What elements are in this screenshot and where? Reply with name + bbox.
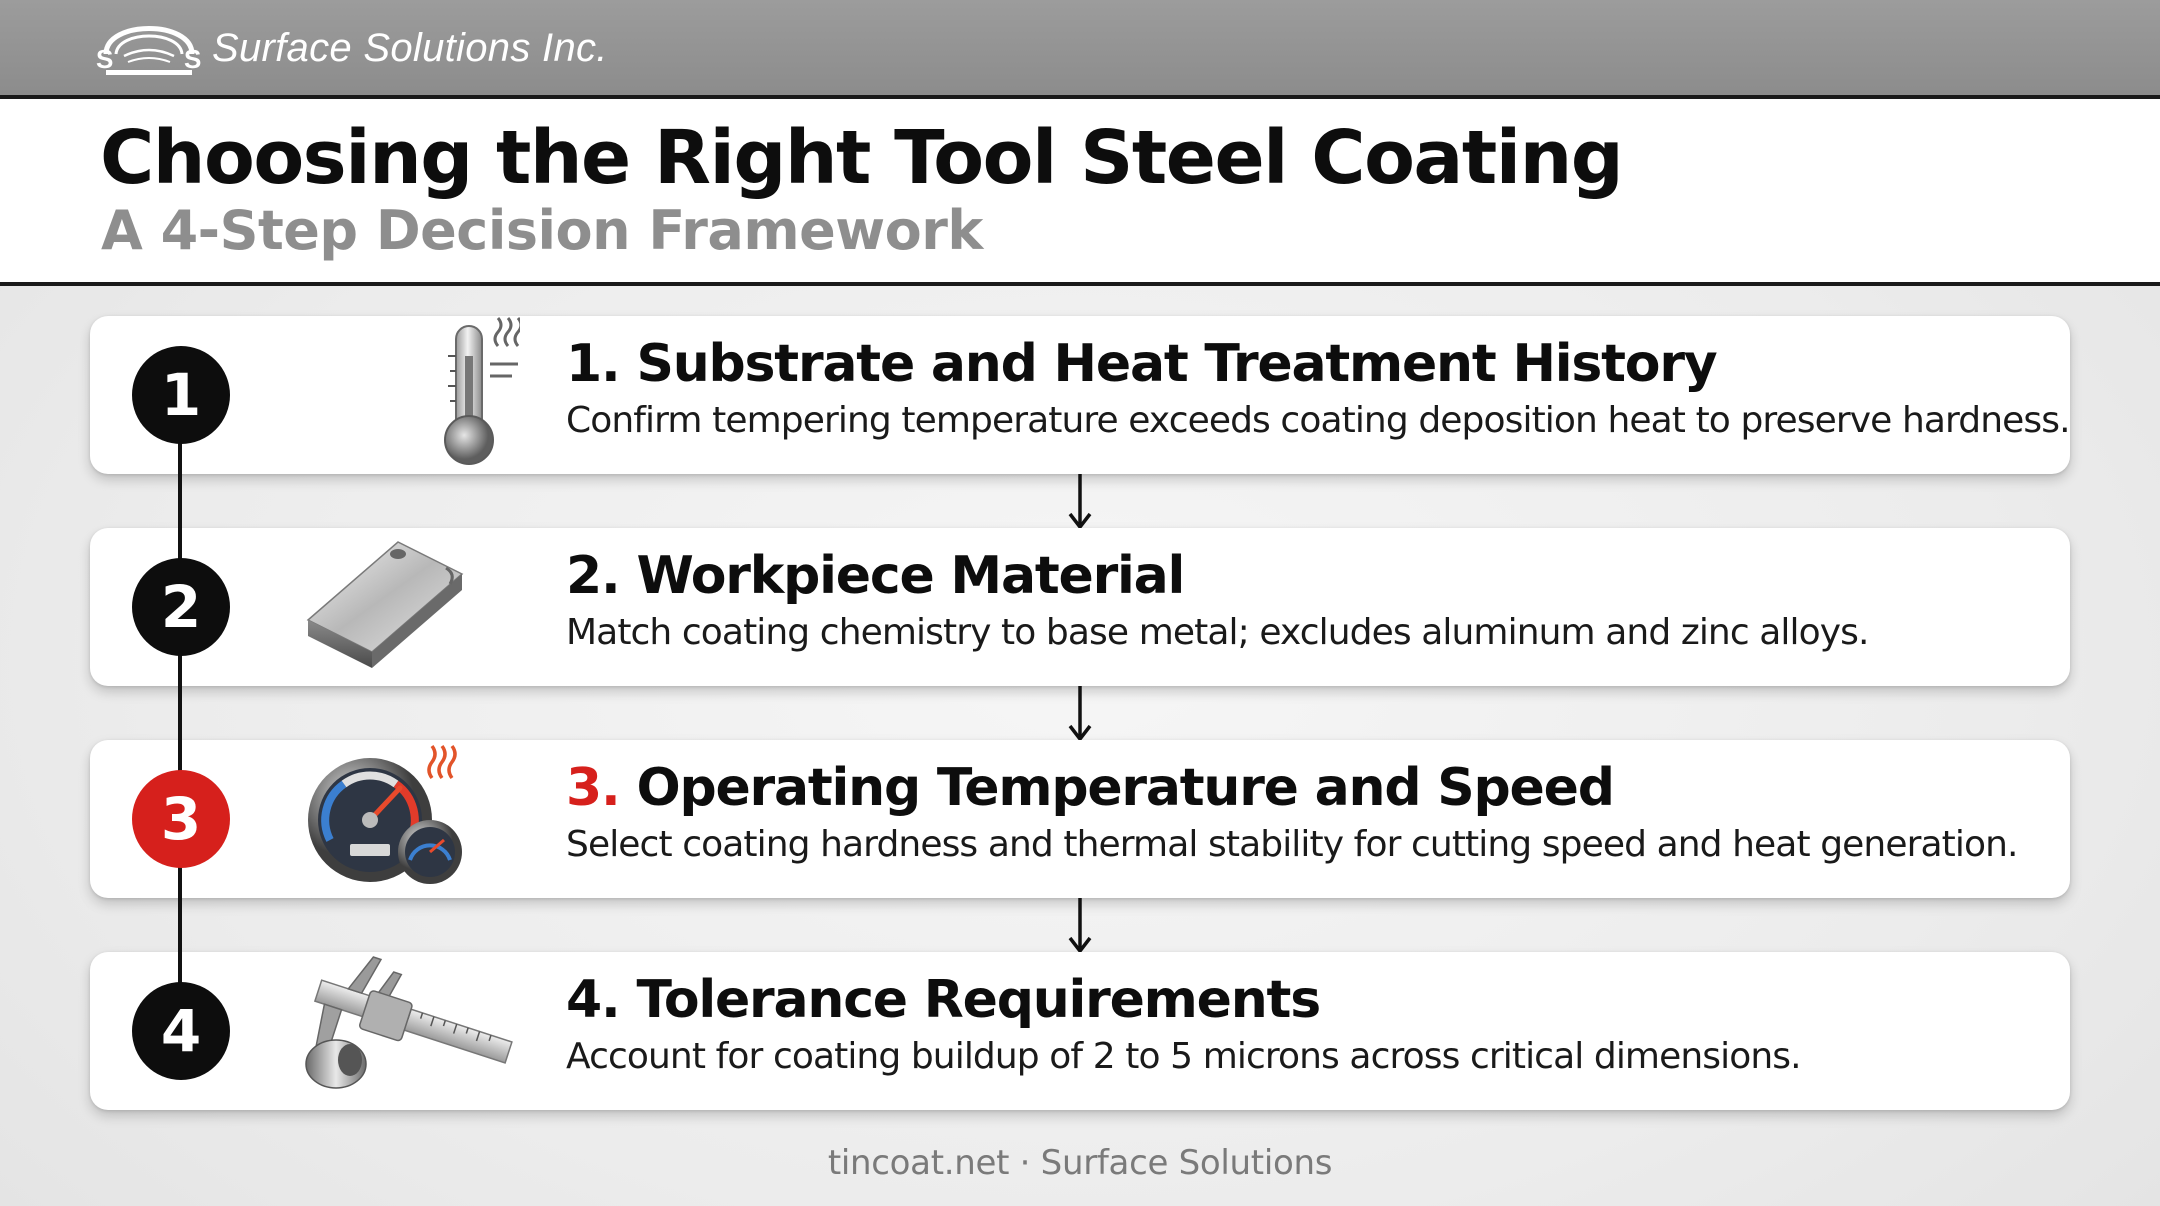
step-title [566,334,1716,394]
thermometer-heat-icon [280,316,520,474]
brand-header-bar [0,0,2160,99]
step-number: 4. [566,970,620,1030]
title-panel [0,99,2160,286]
step-description: Match coating chemistry to base metal; excludes aluminum and zinc alloys. [566,612,1869,653]
step-card-1 [90,316,2070,474]
step-title [566,546,1184,606]
step-title [566,970,1320,1030]
step-title [566,758,1614,818]
step-title-text: Workpiece Material [636,546,1185,606]
page-subtitle: A 4-Step Decision Framework [101,199,983,262]
step-title-text: Substrate and Heat Treatment History [636,334,1717,394]
step-card-2 [90,528,2070,686]
page-title: Choosing the Right Tool Steel Coating [100,115,1623,201]
step-card-4 [90,952,2070,1110]
svg-text:S: S [184,44,202,74]
arrow-down-icon [1068,896,1092,954]
step-badge-1: 1 [132,346,230,444]
step-badge-4: 4 [132,982,230,1080]
footer-credit: tincoat.net · Surface Solutions [827,1143,1333,1183]
step-badge-3: 3 [132,770,230,868]
step-description: Select coating hardness and thermal stability for cutting speed and heat generation. [566,824,2018,865]
step-number: 2. [566,546,620,606]
step-number: 3. [566,758,620,818]
step-description: Confirm tempering temperature exceeds coating deposition heat to preserve hardness. [566,400,2070,441]
arrow-down-icon [1068,684,1092,742]
step-card-3 [90,740,2070,898]
step-description: Account for coating buildup of 2 to 5 microns across critical dimensions. [566,1036,1801,1077]
step-title-text: Operating Temperature and Speed [636,758,1614,818]
caliper-icon [280,952,520,1110]
arrow-down-icon [1068,472,1092,530]
metal-plate-icon [280,528,520,686]
company-logo-icon [94,10,204,82]
speed-gauge-icon [280,740,520,898]
step-number: 1. [566,334,620,394]
timeline-connector [178,395,182,1030]
step-badge-2: 2 [132,558,230,656]
step-title-text: Tolerance Requirements [636,970,1320,1030]
svg-text:S: S [96,44,114,74]
brand-name: Surface Solutions Inc. [212,26,608,70]
